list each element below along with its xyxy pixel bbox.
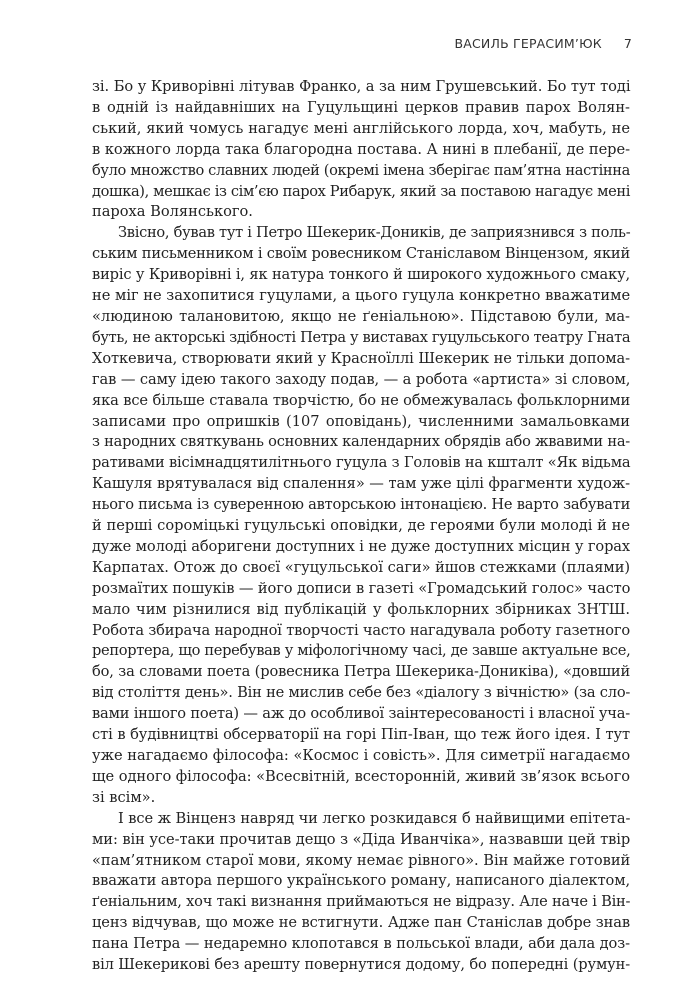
text-line: Робота збирача народної творчості часто нагадувала роботу газетного	[92, 621, 630, 639]
text-line: Кашуля врятувалася від спалення» — там уже цілі фрагменти худож-	[92, 475, 630, 493]
text-line: Звісно, бував тут і Петро Шекерик-Доників, де заприязнився з поль-	[118, 224, 631, 242]
text-line: записами про опришків (107 оповідань), численними замальовками	[92, 412, 630, 430]
text-line: ценз відчував, що може не встигнути. Адже пан Станіслав добре знав	[92, 914, 630, 932]
body-text	[92, 77, 630, 976]
text-line: дошка), мешкає із сім’єю парох Рибарук, який за поставою нагадує мені	[92, 182, 630, 200]
text-line: Хоткевича, створювати який у Красноїллі Шекерик не тільки допома-	[92, 349, 630, 367]
text-line: вважати автора першого українського роману, написаного діалектом,	[92, 872, 630, 890]
text-line: нього письма із суверенною авторською інтонацією. Не варто забувати	[92, 496, 631, 514]
text-line: й перші сороміцькі гуцульські оповідки, де героями були молоді й не	[92, 517, 630, 535]
text-line: ративами вісімнадцятилітнього гуцула з Головів на кшталт «Як відьма	[92, 454, 631, 472]
text-line: розмаїтих пошуків — його дописи в газеті «Громадський голос» часто	[92, 579, 631, 597]
text-line: «пам’ятником старої мови, якому немає рівного». Він майже готовий	[92, 851, 631, 869]
text-line: було множство славних людей (окремі імена зберігає пам’ятна настінна	[92, 161, 630, 179]
text-line: ще одного філософа: «Всесвітній, всесторонній, живий зв’язок всього	[92, 767, 630, 785]
text-line: ським письменником і своїм ровесником Станіславом Вінцензом, який	[92, 245, 630, 263]
text-line: буть, не акторські здібності Петра у виставах гуцульського театру Гната	[92, 328, 631, 346]
text-line: від століття день». Він не мислив себе без «діалогу з вічністю» (за сло-	[92, 684, 631, 702]
text-line: вами іншого поета) — аж до особливої заінтересованості і власної уча-	[92, 705, 630, 723]
text-line: Карпатах. Отож до своєї «гуцульської саги» йшов стежками (плаями)	[92, 558, 630, 576]
author-name: ВАСИЛЬ ГЕРАСИМ’ЮК	[454, 36, 602, 51]
text-line: сті в будівництві обсерваторії на горі Піп-Іван, що теж його ідея. І тут	[92, 726, 631, 744]
text-line: гав — саму ідею такого заходу подав, — а робота «артиста» зі словом,	[92, 370, 631, 388]
text-line: уже нагадаємо філософа: «Космос і совість». Для симетрії нагадаємо	[92, 747, 631, 764]
text-line: ми: він усе-таки прочитав дещо з «Діда Иванчіка», назвавши цей твір	[92, 830, 631, 848]
text-line: яка все більше ставала творчістю, бо не обмежувалась фольклорними	[92, 391, 631, 409]
text-line: І все ж Вінценз навряд чи легко розкидався б найвищими епітета-	[118, 809, 631, 827]
text-line: ґеніальним, хоч такі визнання приймаються не відразу. Але наче і Він-	[92, 893, 631, 911]
text-line: зі всім».	[92, 788, 156, 806]
text-line: з народних святкувань основних календарних обрядів або жвавими на-	[92, 433, 630, 451]
text-line: виріс у Криворівні і, як натура тонкого й широкого художнього смаку,	[92, 266, 630, 284]
text-line: пароха Волянського.	[92, 203, 253, 221]
page-number: 7	[623, 36, 632, 51]
text-line: пана Петра — недаремно клопотався в польської влади, аби дала доз-	[92, 935, 630, 953]
text-line: в одній із найдавніших на Гуцульщині церков правив парох Волян-	[92, 98, 630, 116]
text-line: не міг не захопитися гуцулами, а цього гуцула конкретно вважатиме	[92, 287, 631, 305]
text-line: «людиною талановитою, якщо не ґеніальною». Підставою були, ма-	[92, 307, 630, 325]
text-line: репортера, що перебував у міфологічному часі, де завше актуальне все,	[92, 642, 631, 660]
text-line: віл Шекерикові без арешту повернутися додому, бо попередні (румун-	[92, 956, 630, 974]
text-line: зі. Бо у Криворівні літував Франко, а за ним Грушевський. Бо тут тоді	[92, 78, 631, 95]
text-line: в кожного лорда така благородна постава. А нині в плебанії, де пере-	[92, 140, 630, 158]
running-head	[92, 36, 632, 51]
text-line: мало чим різнилися від публікацій у фольклорних збірниках ЗНТШ.	[92, 600, 630, 618]
text-line: ський, який чомусь нагадує мені англійського лорда, хоч, мабуть, не	[92, 119, 630, 137]
text-line: бо, за словами поета (ровесника Петра Шекерика-Дониківа), «довший	[92, 663, 631, 681]
text-line: дуже молоді аборигени доступних і не дуже доступних місцин у горах	[92, 537, 630, 555]
